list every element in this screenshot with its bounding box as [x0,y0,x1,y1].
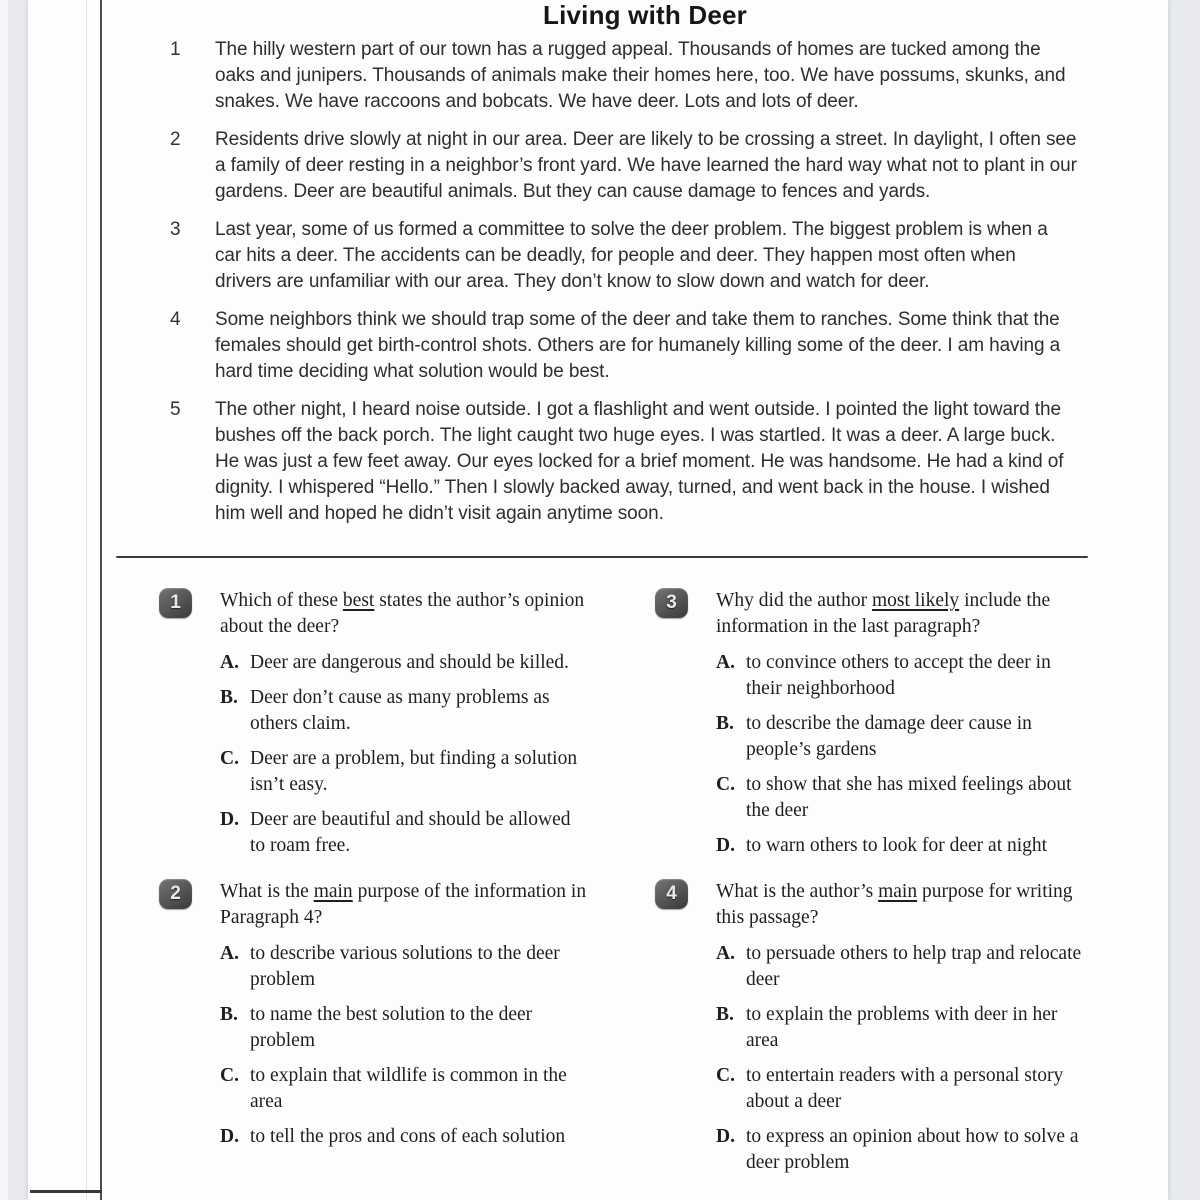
scan-edge-highlight [0,0,8,1200]
question-text-pre: Why did the author [716,590,872,611]
answer-option [220,941,588,993]
answer-option [716,833,1084,859]
question-block [159,588,629,859]
question-body [716,588,1084,859]
option-letter: C. [716,774,735,795]
question-text-underlined: best [342,590,375,611]
question-body [716,879,1084,1176]
question-text [220,879,588,931]
section-divider-line [116,556,1088,558]
passage-paragraph [170,127,1078,205]
option-letter: C. [220,1065,239,1086]
question-block [655,879,1125,1176]
option-text: to express an opinion about how to solve a deer problem [746,1126,1079,1173]
answer-option [220,1063,588,1115]
option-letter: D. [716,835,735,856]
paragraph-text: Last year, some of us formed a committee to solve the deer problem. The biggest problem is when a car hits a deer. The accidents can be deadly, for people and deer. They happen most often when drivers are unfamiliar with our area. They don’t know to slow down and watch for deer. [215,219,1048,292]
question-text-post: include the information in the last paragraph? [716,590,1051,637]
option-text: Deer are a problem, but finding a solution isn’t easy. [250,748,578,795]
question-text-post: states the author’s opinion about the deer? [220,590,585,637]
option-letter: A. [716,943,735,964]
option-letter: A. [716,652,735,673]
answer-option [220,746,588,798]
paragraph-number: 1 [170,39,181,60]
option-text: to explain that wildlife is common in the area [250,1065,567,1112]
question-number-badge: 3 [655,588,688,618]
option-letter: C. [716,1065,735,1086]
option-letter: B. [220,687,238,708]
paragraph-text: Some neighbors think we should trap some of the deer and take them to ranches. Some think that the females should get birth-control shots. Others are for humanely killing some of the deer. I am having a hard time deciding what solution would be best. [215,309,1061,382]
option-text: to persuade others to help trap and relocate deer [746,943,1082,990]
answer-option [220,685,588,737]
question-body [220,588,588,859]
question-text-pre: What is the author’s [716,881,879,902]
option-letter: D. [716,1126,735,1147]
answer-option [716,1124,1084,1176]
passage-paragraph [170,217,1078,295]
answer-option [716,1063,1084,1115]
paragraph-number: 3 [170,219,181,240]
passage-paragraph [170,37,1078,115]
option-text: to explain the problems with deer in her area [746,1004,1058,1051]
option-letter: A. [220,943,239,964]
option-letter: D. [220,1126,239,1147]
question-text-pre: Which of these [220,590,343,611]
question-text [716,879,1084,931]
question-text-underlined: main [313,881,353,902]
bottom-edge-line [30,1190,102,1193]
document-page [28,0,1168,1200]
answer-option [716,711,1084,763]
passage-paragraph [170,307,1078,385]
option-letter: B. [716,1004,734,1025]
paragraph-text: Residents drive slowly at night in our area. Deer are likely to be crossing a street. In daylight, I often see a family of deer resting in a neighbor’s front yard. We have learned the hard way what not to plant in our gardens. Deer are beautiful animals. But they can cause damage to fences and yards. [215,129,1077,202]
option-letter: D. [220,809,239,830]
page-fold-line [86,0,87,1200]
question-text [220,588,588,640]
answer-option [220,650,588,676]
passage-paragraph [170,397,1078,527]
option-text: Deer are beautiful and should be allowed to roam free. [250,809,571,856]
option-text: to entertain readers with a personal story about a deer [746,1065,1064,1112]
question-number-badge: 1 [159,588,192,618]
option-text: to show that she has mixed feelings about the deer [746,774,1072,821]
option-text: to tell the pros and cons of each solution [250,1126,566,1147]
option-text: to describe various solutions to the deer problem [250,943,560,990]
question-number-badge: 4 [655,879,688,909]
question-text-post: purpose for writing this passage? [716,881,1073,928]
option-letter: B. [716,713,734,734]
paragraph-text: The hilly western part of our town has a rugged appeal. Thousands of homes are tucked among the oaks and junipers. Thousands of animals make their homes here, too. We have possums, skunks, and snakes. We have raccoons and bobcats. We have deer. Lots and lots of deer. [215,39,1066,112]
answer-option [716,772,1084,824]
option-letter: C. [220,748,239,769]
question-text-underlined: main [878,881,918,902]
answer-option [716,1002,1084,1054]
paragraph-number: 4 [170,309,181,330]
option-text: Deer don’t cause as many problems as others claim. [250,687,550,734]
answer-option [220,1002,588,1054]
questions-left-column [159,588,629,1170]
question-text-post: purpose of the information in Paragraph 4? [220,881,587,928]
option-text: to warn others to look for deer at night [746,835,1048,856]
margin-rule-line [100,0,102,1200]
paragraph-text: The other night, I heard noise outside. I got a flashlight and went outside. I pointed the light toward the bushes off the back porch. The light caught two huge eyes. I was startled. It was a deer. A large buck. He was just a few feet away. Our eyes locked for a brief moment. He was handsome. He had a kind of dignity. I whispered “Hello.” Then I slowly backed away, turned, and went back in the house. I wished him well and hoped he didn’t visit again anytime soon. [215,399,1064,524]
question-block [159,879,629,1150]
answer-option [716,650,1084,702]
option-text: Deer are dangerous and should be killed. [250,652,569,673]
option-text: to describe the damage deer cause in people’s gardens [746,713,1032,760]
paragraph-number: 5 [170,399,181,420]
option-text: to convince others to accept the deer in their neighborhood [746,652,1051,699]
answer-option [716,941,1084,993]
question-text [716,588,1084,640]
question-block [655,588,1125,859]
option-text: to name the best solution to the deer problem [250,1004,533,1051]
questions-right-column [655,588,1125,1196]
answer-option [220,1124,588,1150]
question-text-underlined: most likely [871,590,960,611]
passage [170,37,1078,539]
option-letter: B. [220,1004,238,1025]
paragraph-number: 2 [170,129,181,150]
question-number-badge: 2 [159,879,192,909]
passage-title: Living with Deer [542,0,747,30]
question-body [220,879,588,1150]
option-letter: A. [220,652,239,673]
question-text-pre: What is the [220,881,314,902]
answer-option [220,807,588,859]
